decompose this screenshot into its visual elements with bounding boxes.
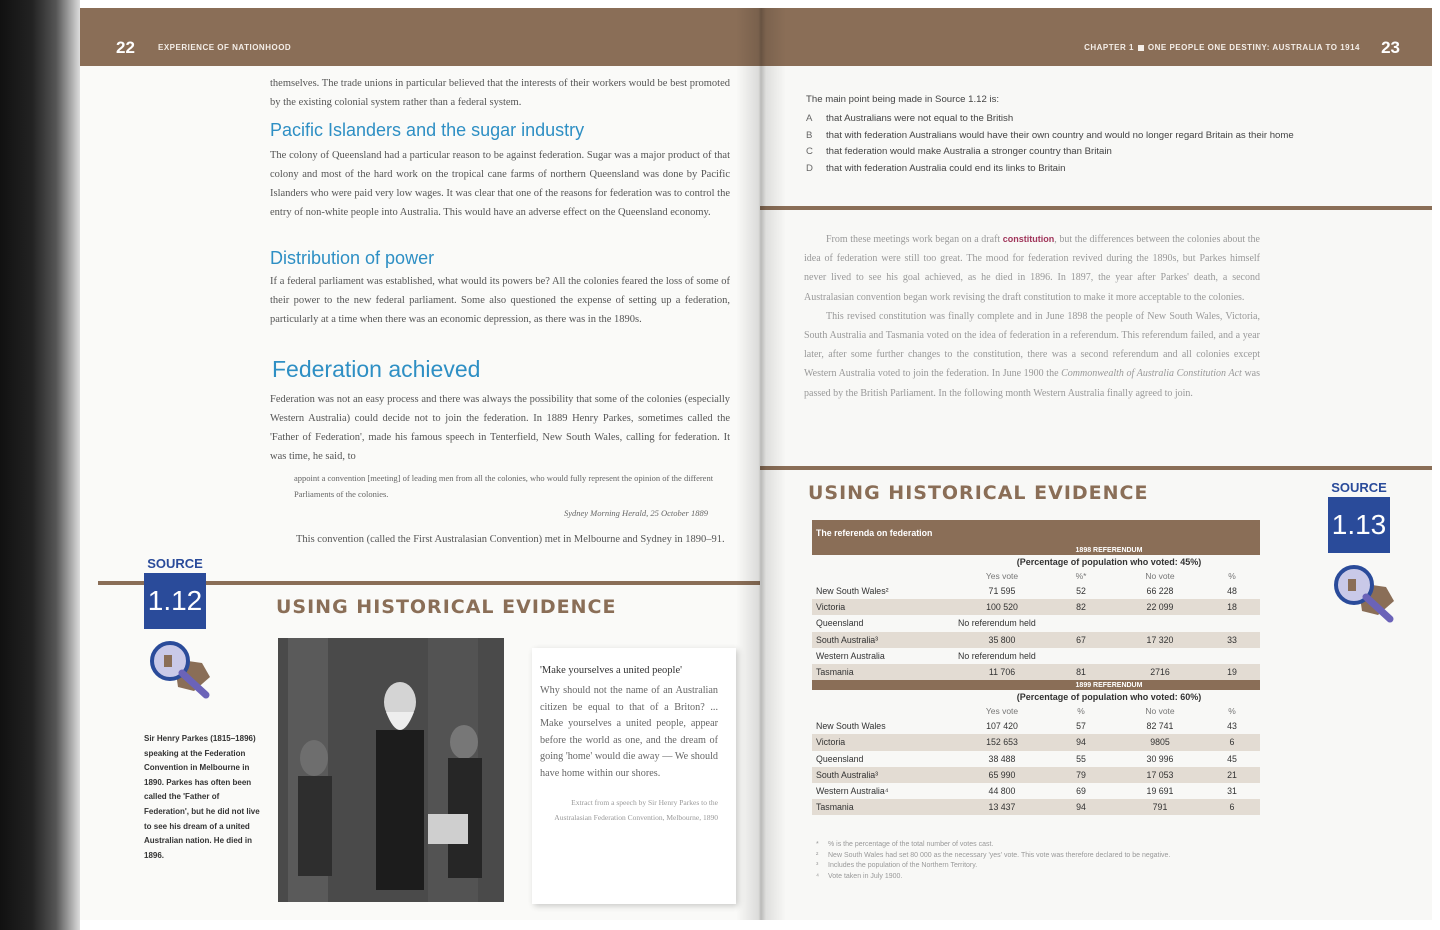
option-text: that Australians were not equal to the British: [826, 113, 1014, 124]
colony-cell: New South Wales²: [816, 586, 889, 597]
colony-cell: Victoria: [812, 599, 958, 615]
footnote-mark: ²: [816, 851, 819, 859]
column-header: Yes vote: [985, 706, 1019, 717]
banner-1899: 1899 REFERENDUM: [1075, 681, 1143, 689]
question-option: [806, 111, 1366, 128]
intro-paragraph: themselves. The trade unions in particular believed that the interests of their workers would be best promoted by the existing colonial system rather than a federal system.: [270, 78, 730, 108]
colony-cell: New South Wales: [816, 721, 886, 732]
right-header-bar: [760, 8, 1432, 66]
footnote-mark: *: [816, 841, 819, 848]
column-header: %*: [1075, 571, 1087, 581]
table-row: [812, 767, 1260, 783]
footnote-mark: ⁴: [816, 872, 820, 880]
no-vote-cell: 17 053: [1116, 767, 1204, 783]
table-banner-row: [812, 680, 1260, 690]
no-percent-cell: 18: [1204, 599, 1260, 615]
option-letter: D: [806, 162, 813, 174]
yes-percent-cell: 94: [1046, 799, 1116, 815]
yes-vote-cell: 100 520: [958, 599, 1046, 615]
question-option: [806, 144, 1366, 161]
source-number: 1.13: [1328, 497, 1390, 553]
header-square-icon: [1138, 45, 1144, 51]
footnote-text: New South Wales had set 80 000 as the necessary 'yes' vote. This vote was therefore declared to be negative.: [828, 851, 1171, 859]
footnote-mark: ³: [816, 862, 819, 869]
footnote-text: % is the percentage of the total number of votes cast.: [828, 841, 994, 848]
footnote: [816, 851, 1262, 862]
left-page: [80, 8, 760, 920]
speech-title: 'Make yourselves a united people': [540, 665, 682, 676]
colony-cell: Queensland: [816, 618, 864, 629]
question-option: [806, 128, 1366, 145]
colony-cell: Tasmania: [812, 664, 958, 680]
table-row: [812, 583, 1260, 599]
yes-percent-cell: 55: [1076, 753, 1086, 764]
table-note-row: [812, 555, 1260, 569]
footnote: [816, 840, 1262, 851]
column-header: %: [1228, 706, 1236, 717]
right-divider-rule-top: [760, 206, 1432, 210]
table-row: [812, 734, 1260, 750]
table-row: [812, 783, 1260, 799]
no-vote-cell: 30 996: [1146, 753, 1174, 764]
table-banner-row: [812, 545, 1260, 555]
table-row: [812, 799, 1260, 815]
note-1898: (Percentage of population who voted: 45%): [1016, 557, 1202, 567]
colony-cell: Western Australia⁴: [816, 785, 889, 796]
yes-percent-cell: 94: [1046, 734, 1116, 750]
option-letter: B: [806, 129, 813, 141]
right-page-number: 23: [1381, 38, 1400, 57]
no-vote-cell: 2716: [1116, 664, 1204, 680]
chapter-title: ONE PEOPLE ONE DESTINY: AUSTRALIA TO 1914: [1147, 43, 1360, 52]
right-body-text: [804, 230, 1260, 403]
option-letter: A: [806, 113, 813, 124]
table-row: [812, 648, 1260, 664]
yes-vote-cell: 35 800: [958, 632, 1046, 648]
table-title-row: [812, 520, 1260, 545]
source-1-12-box: [144, 556, 206, 701]
no-vote-cell: 82 741: [1146, 721, 1174, 732]
no-percent-cell: 6: [1204, 799, 1260, 815]
speech-body: Why should not the name of an Australian citizen be equal to that of a Briton? ... Make yourselves a united people, appear before the world as one, and the dream of going 'home' would die away — We should have home within our shores.: [540, 685, 718, 779]
yes-vote-cell: 107 420: [986, 721, 1018, 732]
colony-cell: Victoria: [812, 734, 958, 750]
heading-power: Distribution of power: [270, 248, 435, 268]
heading-federation: Federation achieved: [272, 356, 481, 382]
table-row: [812, 615, 1260, 631]
footnote: [816, 872, 1262, 883]
colony-cell: Tasmania: [812, 799, 958, 815]
column-header: %: [1228, 571, 1236, 581]
yes-percent-cell: 81: [1046, 664, 1116, 680]
option-text: that with federation Australians would have their own country and would no longer regard Britain as their home: [826, 129, 1294, 141]
source-label: SOURCE: [1331, 480, 1387, 495]
act-title: Commonwealth of Australia Constitution Act: [1061, 368, 1242, 380]
binding-shadow: [0, 0, 80, 930]
footnote-text: Includes the population of the Northern Territory.: [828, 862, 978, 869]
right-header-title: [1084, 43, 1360, 52]
no-referendum-cell: No referendum held: [958, 618, 1036, 629]
note-1899: (Percentage of population who voted: 60%): [1016, 692, 1202, 703]
no-vote-cell: 17 320: [1116, 632, 1204, 648]
table-row: [812, 632, 1260, 648]
speech-extract-box: [532, 648, 736, 904]
yes-vote-cell: 44 800: [988, 785, 1016, 796]
yes-vote-cell: 11 706: [958, 664, 1046, 680]
pacific-text: The colony of Queensland had a particular reason to be against federation. Sugar was a major product of that colony and most of the hard work on the tropical cane farms of northern Queensland was done by Pacific Islanders who were paid very low wages. It was clear that one of the reasons for federation was to control the entry of non-white people into Australia. This would have an adverse effect on the Queensland economy.: [270, 150, 730, 218]
no-vote-cell: 66 228: [1146, 586, 1174, 597]
no-percent-cell: 19: [1204, 664, 1260, 680]
table-column-header-row: [812, 569, 1260, 583]
banner-1898: 1898 REFERENDUM: [1075, 546, 1143, 554]
option-text: that federation would make Australia a stronger country than Britain: [826, 146, 1112, 157]
no-percent-cell: 43: [1227, 721, 1237, 732]
footnote-text: Vote taken in July 1900.: [828, 872, 903, 880]
no-percent-cell: 6: [1204, 734, 1260, 750]
colony-cell: South Australia³: [812, 767, 958, 783]
evidence-heading-right: USING HISTORICAL EVIDENCE: [808, 482, 1149, 504]
yes-vote-cell: 13 437: [958, 799, 1046, 815]
table-row: [812, 751, 1260, 767]
option-text: that with federation Australia could end its links to Britain: [826, 162, 1066, 174]
referenda-table: [812, 520, 1260, 815]
after-quote-text: This convention (called the First Australasian Convention) met in Melbourne and Sydney in 1890–91.: [296, 534, 725, 545]
federation-text: Federation was not an easy process and there was always the possibility that some of the colonies (especially Western Australia) could decide not to join the federation. In 1889 Henry Parkes, sometimes called the 'Father of Federation', made his famous speech in Tenterfield, New South Wales, calling for federation. It was time, he said, to: [270, 394, 730, 462]
para1-after: , but the differences between the colonies about the idea of federation were still too great. The mood for federation revived during the 1890s, but Parkes himself never lived to see his goal achieved, as he died in 1896. In 1897, the year after Parkes' death, a second Australasian convention began work revising the draft constitution to make it more acceptable to the colonies.: [804, 234, 1260, 303]
column-header: No vote: [1145, 571, 1175, 581]
yes-vote-cell: 152 653: [958, 734, 1046, 750]
table-note-row: [812, 690, 1260, 704]
left-page-number: 22: [116, 38, 135, 57]
left-header-bar: [80, 8, 760, 66]
parkes-quote: appoint a convention [meeting] of leading men from all the colonies, who would fully represent the opinion of the different Parliaments of the colonies.: [294, 473, 714, 499]
yes-percent-cell: 69: [1076, 785, 1086, 796]
no-percent-cell: 33: [1204, 632, 1260, 648]
table-row: [812, 718, 1260, 734]
no-percent-cell: 48: [1227, 586, 1237, 597]
colony-cell: Western Australia: [816, 650, 885, 661]
table-row: [812, 599, 1260, 615]
column-header: No vote: [1145, 706, 1175, 717]
source-number: 1.12: [144, 573, 206, 629]
chapter-label: CHAPTER 1: [1084, 43, 1134, 52]
yes-percent-cell: 67: [1046, 632, 1116, 648]
heading-pacific: Pacific Islanders and the sugar industry: [270, 120, 585, 140]
magnifying-glass-icon: [144, 637, 206, 701]
parkes-photo: [278, 638, 504, 902]
question-block: [806, 94, 1366, 177]
column-header: %: [1077, 706, 1085, 717]
table-row: [812, 664, 1260, 680]
right-paragraph-1: [804, 230, 1260, 307]
question-prompt: The main point being made in Source 1.12 is:: [806, 94, 1000, 105]
yes-percent-cell: 82: [1046, 599, 1116, 615]
colony-cell: Queensland: [816, 753, 864, 764]
no-vote-cell: 19 691: [1146, 785, 1174, 796]
no-percent-cell: 21: [1204, 767, 1260, 783]
para1-before: From these meetings work began on a draft: [826, 234, 1001, 245]
column-header: Yes vote: [985, 571, 1019, 581]
option-letter: C: [806, 146, 813, 157]
source-1-12-caption: Sir Henry Parkes (1815–1896) speaking at the Federation Convention in Melbourne in 1890. Parkes has often been called the 'Father of Federation', but he did not live to see his dream of a united Australian nation. He died in 1896.: [144, 734, 260, 860]
quote-citation: Sydney Morning Herald, 25 October 1889: [563, 508, 708, 518]
yes-vote-cell: 38 488: [988, 753, 1016, 764]
table-footnotes: [816, 840, 1262, 882]
yes-vote-cell: 65 990: [958, 767, 1046, 783]
no-percent-cell: 45: [1227, 753, 1237, 764]
yes-percent-cell: 52: [1076, 586, 1086, 597]
footnote: [816, 861, 1262, 872]
question-option: [806, 161, 1366, 178]
source-1-13-box: [1328, 480, 1390, 625]
para2-before: This revised constitution was finally complete and in June 1898 the people of New South Wales, Victoria, South Australia and Tasmania voted on the idea of federation in a referendum. This referendum failed, and a year later, after some further changes to the constitution, there was a second referendum and all colonies except Western Australia voted to join the federation. In June 1900 the: [804, 310, 1260, 380]
right-page: [760, 8, 1432, 920]
left-header-title: EXPERIENCE OF NATIONHOOD: [158, 43, 292, 52]
no-referendum-cell: No referendum held: [958, 650, 1036, 661]
no-percent-cell: 31: [1227, 785, 1237, 796]
right-divider-rule-bottom: [760, 466, 1432, 470]
yes-vote-cell: 71 595: [988, 586, 1016, 597]
no-vote-cell: 9805: [1116, 734, 1204, 750]
magnifying-glass-icon: [1328, 561, 1390, 625]
power-text: If a federal parliament was established, what would its powers be? All the colonies feared the loss of some of their power to the new federal parliament. Some also questioned the expense of setting up a federation, particularly at a time when there was an economic depression, as there was in the 1890s.: [270, 276, 730, 325]
yes-percent-cell: 79: [1046, 767, 1116, 783]
table-title: The referenda on federation: [816, 527, 933, 538]
colony-cell: South Australia³: [812, 632, 958, 648]
table-column-header-row: [812, 704, 1260, 718]
speech-citation: Extract from a speech by Sir Henry Parkes to the Australasian Federation Convention, Melbourne, 1890: [554, 797, 718, 822]
glossary-term-constitution[interactable]: constitution: [1002, 234, 1055, 244]
right-paragraph-2: [804, 307, 1260, 403]
evidence-heading-left: USING HISTORICAL EVIDENCE: [276, 596, 617, 618]
no-vote-cell: 791: [1116, 799, 1204, 815]
yes-percent-cell: 57: [1076, 721, 1086, 732]
para2-after: was passed by the British Parliament. In the following month Western Australia finally agreed to join.: [804, 368, 1261, 399]
no-vote-cell: 22 099: [1116, 599, 1204, 615]
source-label: SOURCE: [147, 556, 203, 571]
